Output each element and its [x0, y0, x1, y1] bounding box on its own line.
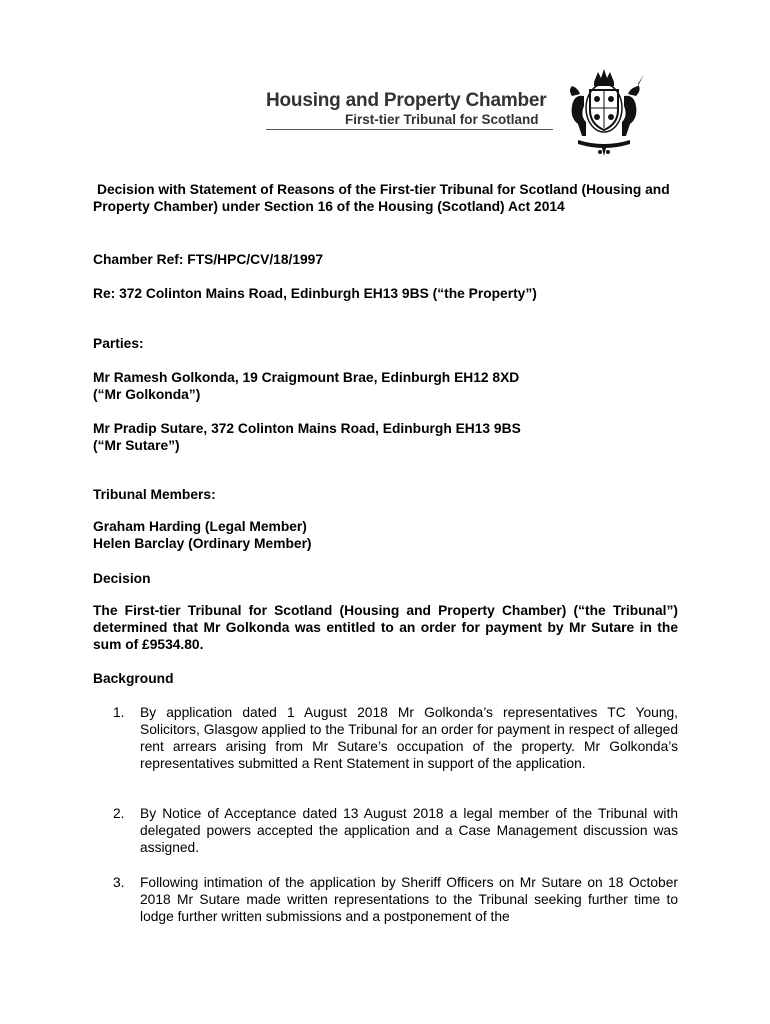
decision-text: The First-tier Tribunal for Scotland (Housing and Property Chamber) (“the Tribunal”) determined that Mr Golkonda was entitled to an order for payment by Mr Sutare in the sum of £9534.80. [93, 603, 678, 652]
property-reference: Re: 372 Colinton Mains Road, Edinburgh EH13 9BS (“the Property”) [93, 286, 537, 301]
paragraph-text: By application dated 1 August 2018 Mr Golkonda’s representatives TC Young, Solicitors, Glasgow applied to the Tribunal for an order for payment in respect of alleged rent arrears arising from Mr Sutare’s occupation of the property. Mr Golkonda’s representatives submitted a Rent Statement in support of the application. [140, 705, 678, 771]
paragraph-number: 2. [113, 806, 125, 821]
background-heading: Background [93, 671, 174, 686]
paragraph-text: By Notice of Acceptance dated 13 August 2018 a legal member of the Tribunal with delegated powers accepted the application and a Case Management discussion was assigned. [140, 806, 678, 855]
party-applicant-line2: (“Mr Golkonda”) [93, 387, 201, 402]
page-header [266, 66, 666, 166]
document-title: Decision with Statement of Reasons of the First-tier Tribunal for Scotland (Housing and Property Chamber) under Section 16 of the Housing (Scotland) Act 2014 [93, 182, 670, 214]
paragraph-number: 3. [113, 875, 125, 890]
org-subtitle: First-tier Tribunal for Scotland [345, 112, 539, 127]
party-respondent-line2: (“Mr Sutare”) [93, 438, 180, 453]
royal-coat-of-arms-icon [558, 66, 650, 158]
decision-heading: Decision [93, 571, 151, 586]
parties-heading: Parties: [93, 336, 144, 351]
member-legal: Graham Harding (Legal Member) [93, 519, 307, 534]
paragraph-number: 1. [113, 705, 125, 720]
members-heading: Tribunal Members: [93, 487, 216, 502]
party-applicant-line1: Mr Ramesh Golkonda, 19 Craigmount Brae, Edinburgh EH12 8XD [93, 370, 520, 385]
paragraph-text: Following intimation of the application by Sheriff Officers on Mr Sutare on 18 October 2018 Mr Sutare made written representations to the Tribunal seeking further time to lodge further written submissions and a postponement of the [140, 875, 678, 924]
chamber-reference: Chamber Ref: FTS/HPC/CV/18/1997 [93, 252, 324, 267]
party-respondent-line1: Mr Pradip Sutare, 372 Colinton Mains Road, Edinburgh EH13 9BS [93, 421, 521, 436]
header-rule [266, 129, 553, 130]
org-name: Housing and Property Chamber [266, 90, 547, 111]
member-ordinary: Helen Barclay (Ordinary Member) [93, 536, 312, 551]
